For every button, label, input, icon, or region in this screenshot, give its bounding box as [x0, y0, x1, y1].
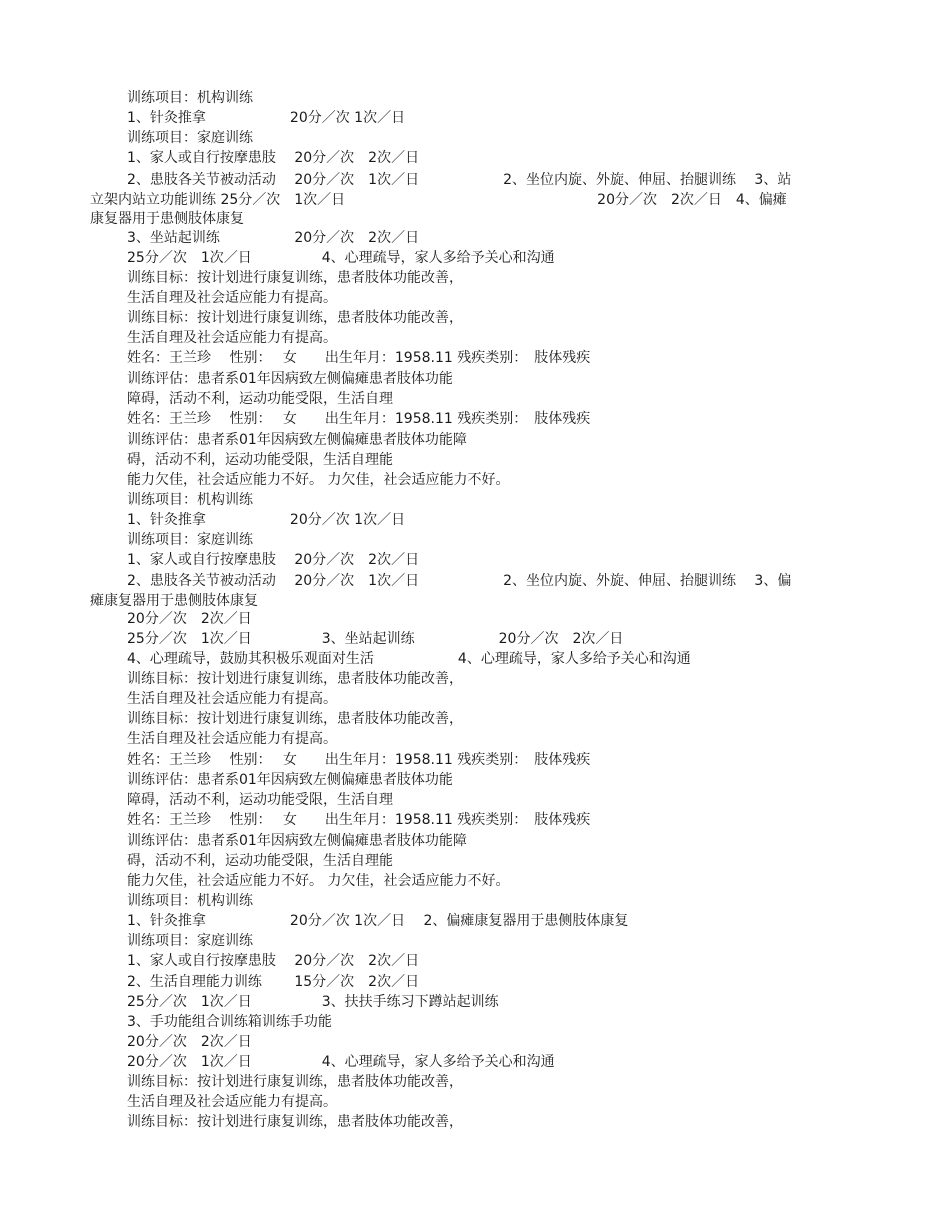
text-line: 碍，活动不利，运动功能受限，生活自理能: [127, 452, 393, 468]
training-goal: 训练目标：按计划进行康复训练，患者肢体功能改善，: [127, 310, 463, 326]
text-line: 1、针灸推拿 20分／次 1次／日 2、偏瘫康复器用于患侧肢体康复: [127, 913, 629, 929]
training-goal: 训练目标：按计划进行康复训练，患者肢体功能改善，: [127, 1114, 463, 1130]
training-goal: 训练目标：按计划进行康复训练，患者肢体功能改善，: [127, 711, 463, 727]
patient-info-line: 姓名：王兰珍 性别： 女 出生年月：1958.11 残疾类别： 肢体残疾: [127, 752, 591, 768]
text-line: 1、家人或自行按摩患肢 20分／次 2次／日: [127, 552, 420, 568]
patient-info-line: 姓名：王兰珍 性别： 女 出生年月：1958.11 残疾类别： 肢体残疾: [127, 350, 591, 366]
training-goal: 训练目标：按计划进行康复训练，患者肢体功能改善，: [127, 1074, 463, 1090]
text-line: 能力欠佳，社会适应能力不好。 力欠佳，社会适应能力不好。: [127, 873, 510, 889]
text-line: 2、生活自理能力训练 15分／次 2次／日: [127, 974, 420, 990]
text-line: 生活自理及社会适应能力有提高。: [127, 290, 337, 306]
training-assessment: 训练评估：患者系01年因病致左侧偏瘫患者肢体功能: [127, 772, 453, 788]
text-line: 生活自理及社会适应能力有提高。: [127, 691, 337, 707]
text-line: 1、家人或自行按摩患肢 20分／次 2次／日: [127, 953, 420, 969]
text-line: 康复器用于患侧肢体康复: [90, 211, 244, 227]
section-heading-institution-training: 训练项目：机构训练: [127, 492, 253, 508]
section-heading-home-training: 训练项目：家庭训练: [127, 532, 253, 548]
text-line: 3、坐站起训练 20分／次 2次／日: [127, 230, 420, 246]
section-heading-institution-training: 训练项目：机构训练: [127, 90, 253, 106]
training-assessment: 训练评估：患者系01年因病致左侧偏瘫患者肢体功能: [127, 371, 453, 387]
text-line: 1、针灸推拿 20分／次 1次／日: [127, 110, 406, 126]
text-line: 20分／次 2次／日: [127, 1034, 252, 1050]
training-goal: 训练目标：按计划进行康复训练，患者肢体功能改善，: [127, 671, 463, 687]
text-line: 20分／次 1次／日 4、心理疏导，家人多给予关心和沟通: [127, 1054, 555, 1070]
text-line: 4、心理疏导，鼓励其积极乐观面对生活 4、心理疏导，家人多给予关心和沟通: [127, 651, 691, 667]
text-line: 生活自理及社会适应能力有提高。: [127, 731, 337, 747]
text-line: 20分／次 2次／日: [127, 611, 252, 627]
training-assessment: 训练评估：患者系01年因病致左侧偏瘫患者肢体功能障: [127, 833, 467, 849]
section-heading-institution-training: 训练项目：机构训练: [127, 893, 253, 909]
text-line: 障碍，活动不利，运动功能受限，生活自理: [127, 792, 393, 808]
section-heading-home-training: 训练项目：家庭训练: [127, 933, 253, 949]
text-line: 障碍，活动不利，运动功能受限，生活自理: [127, 391, 393, 407]
text-line: 生活自理及社会适应能力有提高。: [127, 1094, 337, 1110]
text-line: 能力欠佳，社会适应能力不好。 力欠佳，社会适应能力不好。: [127, 472, 510, 488]
text-line: 25分／次 1次／日 4、心理疏导，家人多给予关心和沟通: [127, 250, 555, 266]
text-line: 生活自理及社会适应能力有提高。: [127, 330, 337, 346]
text-line: 25分／次 1次／日 3、坐站起训练 20分／次 2次／日: [127, 631, 624, 647]
text-line: 1、针灸推拿 20分／次 1次／日: [127, 512, 406, 528]
text-line: 瘫康复器用于患侧肢体康复: [90, 593, 258, 609]
text-line: 碍，活动不利，运动功能受限，生活自理能: [127, 853, 393, 869]
text-line: 3、手功能组合训练箱训练手功能: [127, 1014, 332, 1030]
training-goal: 训练目标：按计划进行康复训练，患者肢体功能改善，: [127, 270, 463, 286]
patient-info-line: 姓名：王兰珍 性别： 女 出生年月：1958.11 残疾类别： 肢体残疾: [127, 812, 591, 828]
section-heading-home-training: 训练项目：家庭训练: [127, 130, 253, 146]
text-line: 2、患肢各关节被动活动 20分／次 1次／日 2、坐位内旋、外旋、伸屈、抬腿训练 3、站: [127, 172, 792, 188]
text-line: 1、家人或自行按摩患肢 20分／次 2次／日: [127, 150, 420, 166]
training-assessment: 训练评估：患者系01年因病致左侧偏瘫患者肢体功能障: [127, 432, 467, 448]
text-line: 立架内站立功能训练 25分／次 1次／日 20分／次 2次／日 4、偏瘫: [90, 192, 787, 208]
text-line: 2、患肢各关节被动活动 20分／次 1次／日 2、坐位内旋、外旋、伸屈、抬腿训练 3、偏: [127, 573, 792, 589]
text-line: 25分／次 1次／日 3、扶扶手练习下蹲站起训练: [127, 994, 499, 1010]
patient-info-line: 姓名：王兰珍 性别： 女 出生年月：1958.11 残疾类别： 肢体残疾: [127, 411, 591, 427]
